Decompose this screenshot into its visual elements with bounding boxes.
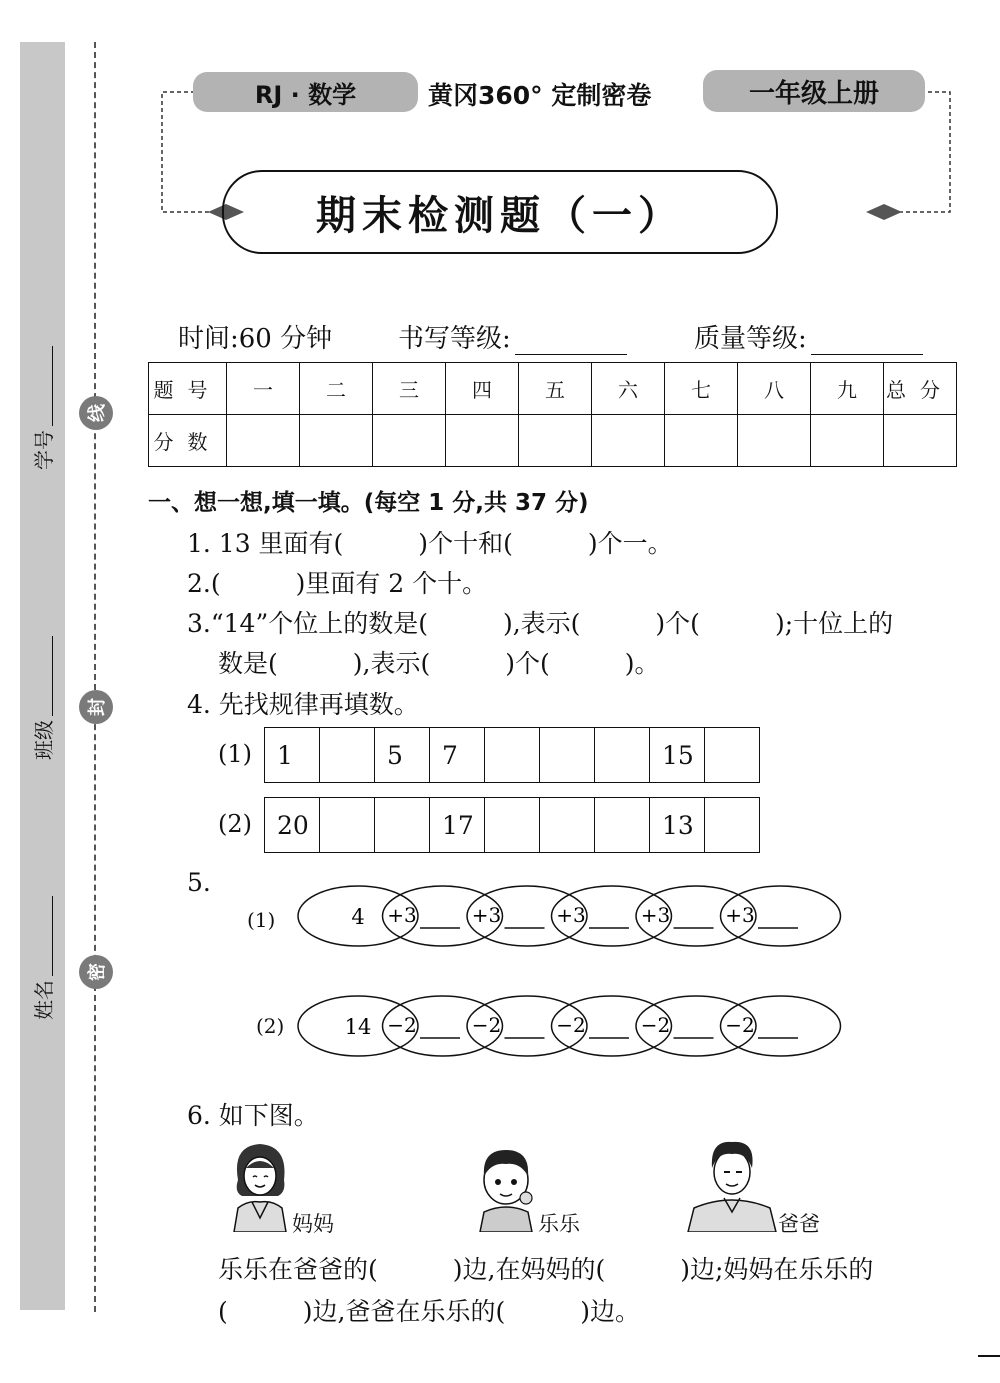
grid-cell: 20 [265, 798, 320, 853]
page-edge-mark [978, 1355, 1000, 1357]
chain-operation: +3 [556, 903, 586, 927]
grid-cell-blank[interactable] [320, 728, 375, 783]
chain-start-value: 14 [344, 1015, 372, 1039]
person-label-lele: 乐乐 [538, 1212, 580, 1236]
grid-cell-blank[interactable] [595, 728, 650, 783]
quality-grade-label: 质量等级: [694, 324, 807, 354]
chain-operation: −2 [640, 1013, 671, 1037]
student-id-label: 学号 [32, 430, 56, 470]
score-col-7: 七 [665, 363, 738, 415]
score-cell[interactable] [446, 415, 519, 467]
seal-line: 线 [79, 396, 113, 430]
lele-illustration [474, 1142, 538, 1232]
student-id-field[interactable] [28, 346, 57, 470]
quality-grade-field[interactable] [694, 318, 923, 355]
grid-cell-blank[interactable] [485, 798, 540, 853]
grid-cell: 7 [430, 728, 485, 783]
score-col-6: 六 [592, 363, 665, 415]
q4-grid-2 [264, 797, 760, 853]
q4-row-label: (1) [218, 740, 252, 768]
score-cell[interactable] [519, 415, 592, 467]
score-col-1: 一 [227, 363, 300, 415]
dad-illustration [686, 1136, 778, 1232]
q4-row-label: (2) [218, 810, 252, 838]
question-3-line-1: 3.“14”个位上的数是( ),表示( )个( );十位上的 [187, 609, 894, 638]
question-2: 2.( )里面有 2 个十。 [187, 569, 488, 598]
grid-cell-blank[interactable] [540, 798, 595, 853]
grid-cell: 5 [375, 728, 430, 783]
score-col-3: 三 [373, 363, 446, 415]
score-col-2: 二 [300, 363, 373, 415]
writing-grade-label: 书写等级: [398, 324, 511, 354]
binding-dashed-line [94, 42, 96, 1312]
q4-grid-1 [264, 727, 760, 783]
score-table [148, 362, 957, 467]
name-label: 姓名 [32, 980, 56, 1020]
chain-operation: −2 [387, 1013, 417, 1037]
grid-cell-blank[interactable] [540, 728, 595, 783]
q5-chain-2 [298, 996, 841, 1056]
question-6-line-2: ( )边,爸爸在乐乐的( )边。 [218, 1297, 640, 1326]
section-heading: 一、想一想,填一填。(每空 1 分,共 37 分) [148, 490, 589, 516]
grid-cell: 17 [430, 798, 485, 853]
grid-cell-blank[interactable] [705, 798, 760, 853]
time-limit: 时间:60 分钟 [178, 324, 333, 354]
chain-start-value: 4 [351, 905, 365, 929]
score-cell[interactable] [592, 415, 665, 467]
question-6: 6. 如下图。 [187, 1101, 319, 1130]
question-5: 5. [187, 868, 211, 897]
q5-chains [290, 880, 860, 1070]
score-cell[interactable] [227, 415, 300, 467]
class-field[interactable] [28, 636, 57, 760]
brand-name: 黄冈360° 定制密卷 [428, 81, 652, 110]
score-cell-total[interactable] [884, 415, 957, 467]
score-cell[interactable] [665, 415, 738, 467]
grid-cell-blank[interactable] [375, 798, 430, 853]
chain-operation: −2 [556, 1013, 586, 1037]
chain-operation: +3 [725, 903, 755, 927]
score-table-header-row [149, 363, 957, 415]
score-row-head: 题号 [149, 363, 227, 415]
score-col-total: 总分 [884, 363, 957, 415]
q5-chain-1 [298, 886, 841, 946]
score-cell[interactable] [738, 415, 811, 467]
writing-grade-field[interactable] [398, 318, 627, 355]
chain-operation: −2 [471, 1013, 502, 1037]
score-row-label: 分数 [149, 415, 227, 467]
person-label-dad: 爸爸 [778, 1212, 820, 1236]
subject-tag: RJ · 数学 [193, 72, 418, 112]
score-col-9: 九 [811, 363, 884, 415]
page-title: 期末检测题（一） [316, 191, 684, 239]
title-box [222, 170, 778, 254]
question-1: 1. 13 里面有( )个十和( )个一。 [187, 529, 673, 558]
chain-operation: −2 [725, 1013, 755, 1037]
name-field[interactable] [28, 896, 57, 1020]
score-col-4: 四 [446, 363, 519, 415]
q5-chain-2-label: (2) [256, 1014, 285, 1038]
score-table-score-row [149, 415, 957, 467]
score-col-8: 八 [738, 363, 811, 415]
score-cell[interactable] [373, 415, 446, 467]
grid-cell-blank[interactable] [485, 728, 540, 783]
question-4: 4. 先找规律再填数。 [187, 690, 419, 719]
person-label-mom: 妈妈 [292, 1212, 334, 1236]
grade-tag: 一年级上册 [703, 70, 925, 112]
seal-seal: 封 [79, 690, 113, 724]
question-3-line-2: 数是( ),表示( )个( )。 [218, 649, 660, 678]
mom-illustration [228, 1140, 292, 1232]
chain-operation: +3 [387, 903, 417, 927]
grid-cell: 15 [650, 728, 705, 783]
score-col-5: 五 [519, 363, 592, 415]
grid-cell: 13 [650, 798, 705, 853]
score-cell[interactable] [300, 415, 373, 467]
class-label: 班级 [32, 720, 56, 760]
grid-cell: 1 [265, 728, 320, 783]
chain-operation: +3 [471, 903, 502, 927]
score-cell[interactable] [811, 415, 884, 467]
chain-operation: +3 [640, 903, 671, 927]
question-6-line-1: 乐乐在爸爸的( )边,在妈妈的( )边;妈妈在乐乐的 [218, 1255, 874, 1284]
seal-secret: 密 [79, 955, 113, 989]
grid-cell-blank[interactable] [595, 798, 650, 853]
q5-chain-1-label: (1) [247, 908, 276, 932]
grid-cell-blank[interactable] [705, 728, 760, 783]
grid-cell-blank[interactable] [320, 798, 375, 853]
